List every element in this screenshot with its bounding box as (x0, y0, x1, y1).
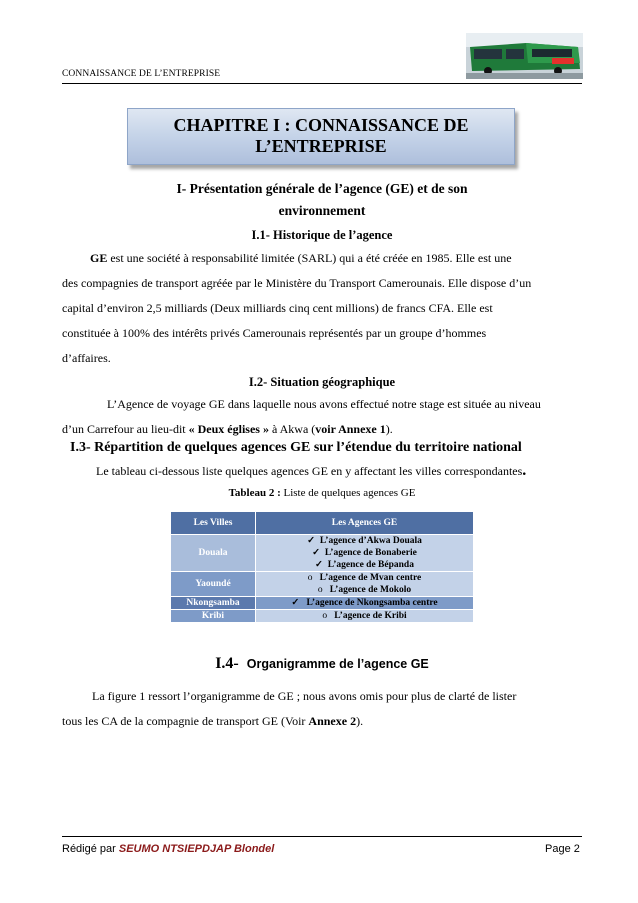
check-icon: ✓ (307, 536, 316, 546)
history-line-4: constituée à 100% des intérêts privés Camerounais représentés par un groupe d’hommes (62, 326, 487, 340)
col-header-agencies: Les Agences GE (256, 512, 474, 535)
location-line-2 (62, 417, 582, 442)
agency-item (256, 572, 473, 584)
subsection-1-heading: I.1- Historique de l’agence (251, 228, 393, 242)
section-title (62, 178, 582, 222)
header-rule (62, 83, 582, 84)
chapter-banner (127, 108, 515, 165)
table-row (171, 597, 474, 610)
location-paragraph (62, 392, 582, 442)
location-line-1: L’Agence de voyage GE dans laquelle nous avons effectué notre stage est située au niveau (107, 397, 541, 411)
agency-name: L’agence de Mvan centre (319, 573, 422, 583)
chapter-title-line1: CHAPITRE I : CONNAISSANCE DE (173, 115, 469, 135)
location-text-e: ). (385, 422, 393, 436)
agency-name: L’agence de Kribi (334, 611, 407, 621)
subsection-2-heading: I.2- Situation géographique (248, 375, 396, 389)
agency-name: L’agence d’Akwa Douala (319, 536, 422, 546)
city-yaounde: Yaoundé (171, 572, 256, 597)
city-douala: Douala (171, 535, 256, 572)
location-text-a: d’un Carrefour au lieu-dit (62, 422, 189, 436)
bus-image-icon (466, 33, 583, 79)
section-title-line2: environnement (278, 203, 366, 218)
table-intro-end: . (522, 462, 527, 479)
orgchart-line-2 (62, 709, 582, 734)
agency-item (256, 547, 473, 559)
orgchart-paragraph (62, 684, 582, 734)
subsection-4-title: Organigramme de l’agence GE (246, 657, 429, 671)
bullet-circle-icon: o (322, 611, 328, 621)
col-header-cities: Les Villes (171, 512, 256, 535)
table-intro (96, 462, 526, 480)
footer-author (62, 843, 274, 855)
agency-item (256, 584, 473, 596)
agency-name: L’agence de Bonaberie (324, 548, 417, 558)
agency-item (256, 610, 473, 622)
table-header-row (171, 512, 474, 535)
company-name: GE (90, 251, 108, 265)
agencies-douala (256, 535, 474, 572)
agencies-nkongsamba (256, 597, 474, 610)
agency-item (256, 535, 473, 547)
subsection-3-heading: I.3- Répartition de quelques agences GE sur l’étendue du territoire national (70, 440, 522, 455)
city-kribi: Kribi (171, 610, 256, 623)
history-line-3: capital d’environ 2,5 milliards (Deux milliards cinq cent millions) de francs CFA. Elle est (62, 301, 493, 315)
bus-photo (466, 33, 583, 79)
check-icon: ✓ (312, 548, 321, 558)
check-icon: ✓ (291, 598, 300, 608)
section-title-line1: I- Présentation générale de l’agence (GE) et de son (176, 181, 468, 196)
agency-item (256, 597, 473, 609)
subsection-4-number: I.4- (215, 655, 239, 672)
subsection-4-heading (62, 655, 582, 673)
table-caption-text: Liste de quelques agences GE (280, 487, 416, 499)
page-number: Page 2 (545, 843, 580, 855)
chapter-title-line2: L’ENTREPRISE (255, 136, 387, 156)
table-caption-label: Tableau 2 : (228, 487, 281, 499)
annex-2-link[interactable]: Annexe 2 (308, 714, 357, 728)
orgchart-text-a: tous les CA de la compagnie de transport GE (Voir (62, 714, 309, 728)
check-icon: ✓ (315, 560, 323, 570)
agencies-table (170, 511, 474, 623)
history-line-2: des compagnies de transport agréée par le Ministère du Transport Camerounais. Elle dispose d’un (62, 276, 532, 290)
table-row (171, 572, 474, 597)
annex-1-link[interactable]: voir Annexe 1 (315, 422, 386, 436)
table-row (171, 535, 474, 572)
author-name: SEUMO NTSIEPDJAP Blondel (118, 843, 275, 855)
running-header: CONNAISSANCE DE L’ENTREPRISE (62, 69, 221, 79)
table-caption (62, 487, 582, 499)
table-row (171, 610, 474, 623)
bullet-circle-icon: o (317, 585, 323, 595)
orgchart-line-1: La figure 1 ressort l’organigramme de GE ; nous avons omis pour plus de clarté de lister (92, 689, 517, 703)
footer-rule (62, 836, 582, 837)
city-nkongsamba: Nkongsamba (171, 597, 256, 610)
history-line-1 (62, 246, 582, 271)
orgchart-text-c: ). (356, 714, 364, 728)
history-paragraph (62, 246, 582, 371)
agency-name: L’agence de Mokolo (329, 585, 412, 595)
agency-name: L’agence de Bépanda (327, 560, 414, 570)
location-place: « Deux églises » (188, 422, 269, 436)
agencies-kribi (256, 610, 474, 623)
agency-item (256, 559, 473, 571)
agencies-yaounde (256, 572, 474, 597)
agency-name: L’agence de Nkongsamba centre (306, 598, 438, 608)
footer-prefix: Rédigé par (62, 843, 119, 855)
agencies-table-grid (170, 511, 474, 623)
location-text-c: à Akwa ( (268, 422, 316, 436)
bullet-circle-icon: o (307, 573, 313, 583)
history-line-1-text: est une société à responsabilité limitée (SARL) qui a été créée en 1985. Elle est une (107, 251, 512, 265)
history-line-5: d’affaires. (62, 351, 111, 365)
table-intro-text: Le tableau ci-dessous liste quelques agences GE en y affectant les villes correspondantes (96, 464, 523, 478)
